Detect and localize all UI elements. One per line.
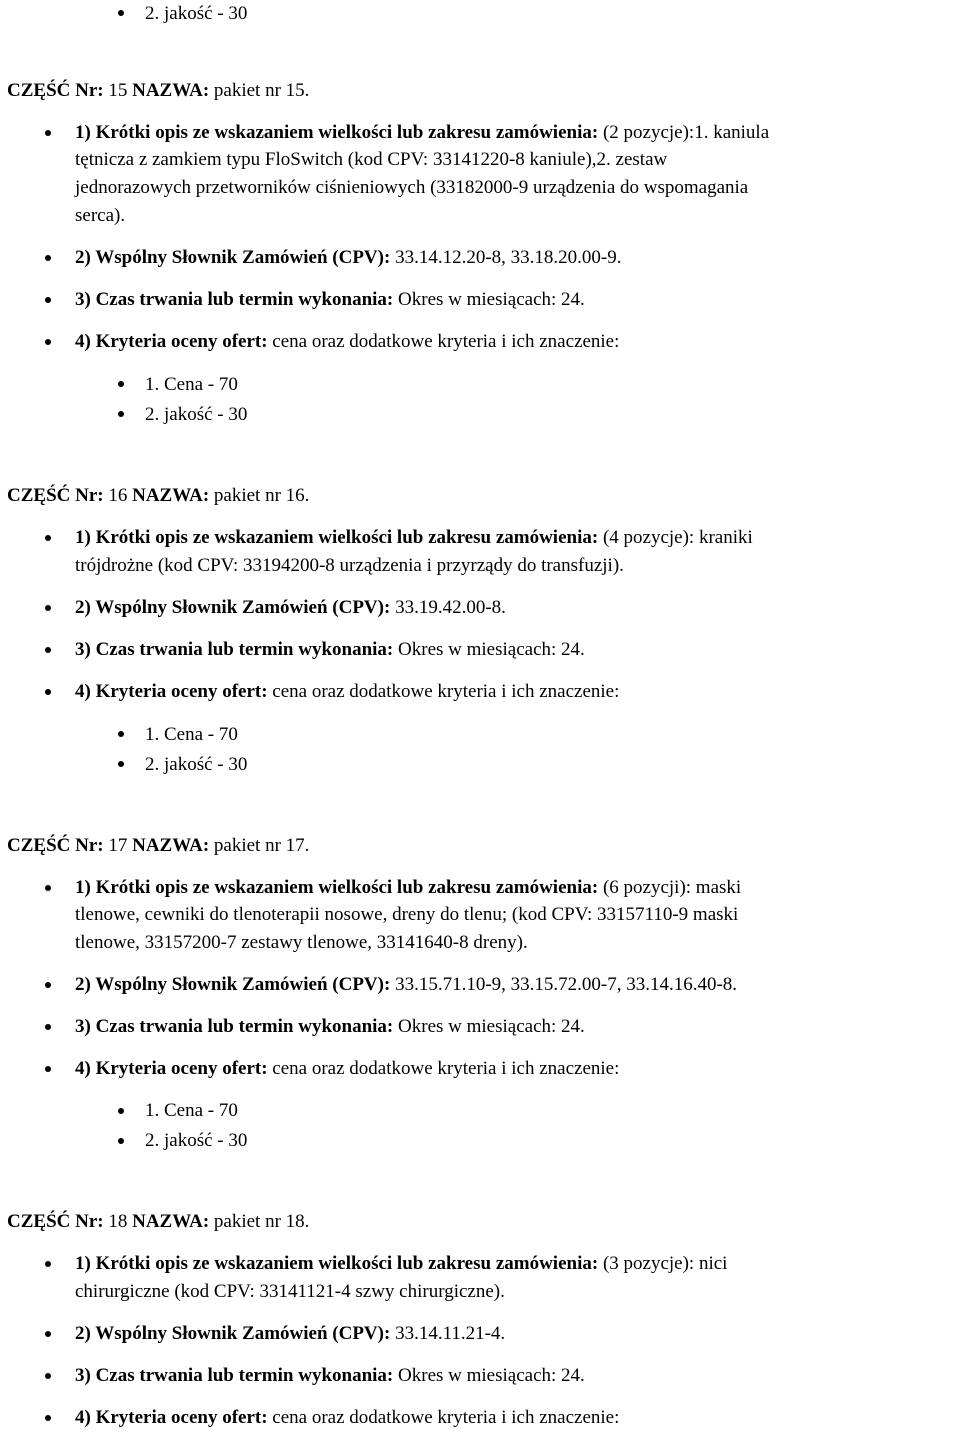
duration-label: 3) Czas trwania lub termin wykonania: <box>75 289 394 310</box>
duration <box>75 286 585 313</box>
cpv-label: 2) Wspólny Słownik Zamówień (CPV): <box>75 247 391 268</box>
description <box>75 874 741 901</box>
description-text: tlenowe, 33157200-7 zestawy tlenowe, 33141640-8 dreny). <box>75 932 528 953</box>
bullet <box>45 255 51 261</box>
bullet <box>45 982 51 988</box>
description-text: chirurgiczne (kod CPV: 33141121-4 szwy chirurgiczne). <box>75 1281 505 1302</box>
duration-label: 3) Czas trwania lub termin wykonania: <box>75 639 394 660</box>
criterion-price: 1. Cena - 70 <box>145 374 238 395</box>
bullet <box>45 339 51 345</box>
cpv-value: 33.14.12.20-8, 33.18.20.00-9. <box>395 247 622 268</box>
criteria <box>75 1404 619 1431</box>
part-label: CZĘŚĆ Nr: <box>7 80 104 101</box>
description-text: trójdrożne (kod CPV: 33194200-8 urządzenia i przyrządy do transfuzji). <box>75 555 624 576</box>
part-heading <box>7 482 309 509</box>
criteria-label: 4) Kryteria oceny ofert: <box>75 1407 268 1428</box>
cpv-label: 2) Wspólny Słownik Zamówień (CPV): <box>75 974 391 995</box>
description-text: (3 pozycje): nici <box>602 1253 728 1274</box>
name-label: NAZWA: <box>132 485 210 506</box>
criterion-quality: 2. jakość - 30 <box>145 404 248 425</box>
bullet <box>45 1331 51 1337</box>
cpv-label: 2) Wspólny Słownik Zamówień (CPV): <box>75 1323 391 1344</box>
criteria <box>75 328 619 355</box>
criteria-label: 4) Kryteria oceny ofert: <box>75 331 268 352</box>
description-text: tętnicza z zamkiem typu FloSwitch (kod CPV: 33141220-8 kaniule),2. zestaw <box>75 149 668 170</box>
criteria <box>75 678 619 705</box>
criterion-quality: 2. jakość - 30 <box>145 3 248 24</box>
criterion-quality: 2. jakość - 30 <box>145 1130 248 1151</box>
name-value: pakiet nr 15. <box>213 80 310 101</box>
bullet <box>45 885 51 891</box>
bullet <box>45 1261 51 1267</box>
bullet <box>118 1138 124 1144</box>
name-label: NAZWA: <box>132 80 210 101</box>
description-text: serca). <box>75 205 126 226</box>
name-value: pakiet nr 17. <box>213 835 310 856</box>
criteria-label: 4) Kryteria oceny ofert: <box>75 1058 268 1079</box>
criteria <box>75 1055 619 1082</box>
description-text: (4 pozycje): kraniki <box>602 527 753 548</box>
criteria-value: cena oraz dodatkowe kryteria i ich znaczenie: <box>272 681 620 702</box>
cpv <box>75 971 737 998</box>
description-text: (6 pozycji): maski <box>602 877 742 898</box>
bullet <box>118 731 124 737</box>
part-heading <box>7 1208 309 1235</box>
criterion-price: 1. Cena - 70 <box>145 1100 238 1121</box>
part-number: 17 <box>108 835 128 856</box>
description-label: 1) Krótki opis ze wskazaniem wielkości lub zakresu zamówienia: <box>75 1253 599 1274</box>
description <box>75 119 769 146</box>
description-text: (2 pozycje):1. kaniula <box>602 122 770 143</box>
bullet <box>118 1108 124 1114</box>
description-label: 1) Krótki opis ze wskazaniem wielkości lub zakresu zamówienia: <box>75 877 599 898</box>
duration-label: 3) Czas trwania lub termin wykonania: <box>75 1016 394 1037</box>
duration <box>75 1013 585 1040</box>
part-number: 18 <box>108 1211 128 1232</box>
bullet <box>45 535 51 541</box>
part-number: 16 <box>108 485 128 506</box>
bullet <box>45 130 51 136</box>
name-value: pakiet nr 18. <box>213 1211 310 1232</box>
cpv-value: 33.14.11.21-4. <box>395 1323 506 1344</box>
duration-label: 3) Czas trwania lub termin wykonania: <box>75 1365 394 1386</box>
name-value: pakiet nr 16. <box>213 485 310 506</box>
part-label: CZĘŚĆ Nr: <box>7 485 104 506</box>
cpv-value: 33.15.71.10-9, 33.15.72.00-7, 33.14.16.40-8. <box>395 974 738 995</box>
duration-value: Okres w miesiącach: 24. <box>398 639 585 660</box>
description-text: tlenowe, cewniki do tlenoterapii nosowe, dreny do tlenu; (kod CPV: 33157110-9 maski <box>75 904 739 925</box>
criteria-value: cena oraz dodatkowe kryteria i ich znaczenie: <box>272 331 620 352</box>
part-heading <box>7 832 309 859</box>
bullet <box>45 1373 51 1379</box>
bullet <box>45 647 51 653</box>
cpv-label: 2) Wspólny Słownik Zamówień (CPV): <box>75 597 391 618</box>
bullet <box>118 381 124 387</box>
name-label: NAZWA: <box>132 1211 210 1232</box>
cpv <box>75 1320 505 1347</box>
part-number: 15 <box>108 80 128 101</box>
part-label: CZĘŚĆ Nr: <box>7 1211 104 1232</box>
cpv <box>75 594 506 621</box>
bullet <box>45 1066 51 1072</box>
description <box>75 524 753 551</box>
criteria-label: 4) Kryteria oceny ofert: <box>75 681 268 702</box>
bullet <box>45 297 51 303</box>
duration-value: Okres w miesiącach: 24. <box>398 1365 585 1386</box>
bullet <box>45 1415 51 1421</box>
description <box>75 1250 727 1277</box>
bullet <box>45 605 51 611</box>
bullet <box>45 689 51 695</box>
name-label: NAZWA: <box>132 835 210 856</box>
duration <box>75 636 585 663</box>
part-heading <box>7 77 309 104</box>
criterion-quality: 2. jakość - 30 <box>145 754 248 775</box>
bullet <box>118 761 124 767</box>
duration-value: Okres w miesiącach: 24. <box>398 1016 585 1037</box>
bullet <box>45 1024 51 1030</box>
bullet <box>118 10 124 16</box>
criterion-price: 1. Cena - 70 <box>145 724 238 745</box>
duration-value: Okres w miesiącach: 24. <box>398 289 585 310</box>
criteria-value: cena oraz dodatkowe kryteria i ich znaczenie: <box>272 1407 620 1428</box>
description-label: 1) Krótki opis ze wskazaniem wielkości lub zakresu zamówienia: <box>75 527 599 548</box>
criteria-value: cena oraz dodatkowe kryteria i ich znaczenie: <box>272 1058 620 1079</box>
part-label: CZĘŚĆ Nr: <box>7 835 104 856</box>
cpv <box>75 244 621 271</box>
bullet <box>118 411 124 417</box>
description-text: jednorazowych przetworników ciśnieniowych (33182000-9 urządzenia do wspomagania <box>75 177 749 198</box>
duration <box>75 1362 585 1389</box>
description-label: 1) Krótki opis ze wskazaniem wielkości lub zakresu zamówienia: <box>75 122 599 143</box>
cpv-value: 33.19.42.00-8. <box>395 597 506 618</box>
